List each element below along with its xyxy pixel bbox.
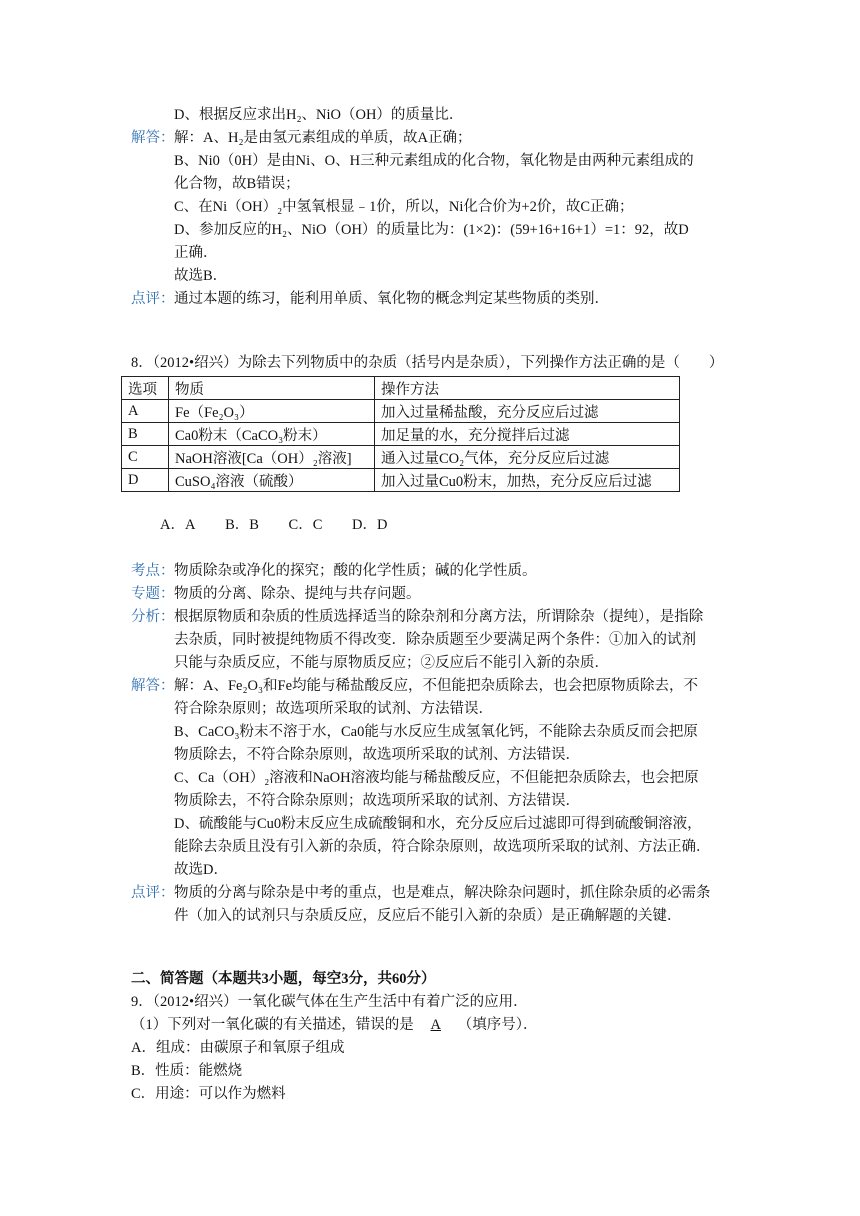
q7-comment-tag: 点评： bbox=[131, 291, 175, 307]
q9-sub1-suffix: （填序号）． bbox=[457, 1017, 538, 1033]
q8-stem: 8．（2012•绍兴）为除去下列物质中的杂质（括号内是杂质），下列操作方法正确的是（ ） bbox=[131, 355, 724, 371]
q8-answer-line: D、硫酸能与Cu0粉末反应生成硫酸铜和水，充分反应后过滤即可得到硫酸铜溶液， bbox=[174, 816, 702, 832]
q9-option-c: C．用途：可以作为燃料 bbox=[131, 1086, 286, 1102]
table-cell: A bbox=[122, 400, 169, 423]
q8-answer-line: B、CaCO₃粉末不溶于水，Ca0能与水反应生成氢氧化钙，不能除去杂质反而会把原 bbox=[174, 724, 698, 740]
q8-answer-tag: 解答： bbox=[131, 678, 175, 694]
table-cell: 加入过量稀盐酸，充分反应后过滤 bbox=[375, 400, 680, 423]
q7-answer-line: 正确． bbox=[174, 245, 218, 261]
q7-answer-line: 解：A、H₂是由氢元素组成的单质，故A正确； bbox=[174, 130, 472, 146]
choice-d: D．D bbox=[352, 517, 388, 533]
table-row bbox=[122, 423, 680, 446]
table-header-cell: 操作方法 bbox=[375, 377, 680, 400]
table-cell: C bbox=[122, 446, 169, 469]
table-cell: D bbox=[122, 469, 169, 492]
table-cell: Ca0粉末（CaCO₃粉末） bbox=[169, 423, 375, 446]
table-row bbox=[122, 469, 680, 492]
q7-option-d: D、根据反应求出H₂、NiO（OH）的质量比． bbox=[174, 107, 464, 123]
fenxi-line: 根据原物质和杂质的性质选择适当的除杂剂和分离方法，所谓除杂（提纯），是指除 bbox=[174, 609, 704, 625]
fenxi-tag: 分析： bbox=[131, 609, 175, 625]
q8-comment-line: 物质的分离与除杂是中考的重点，也是难点，解决除杂问题时，抓住除杂质的必需条 bbox=[174, 885, 711, 901]
q9-stem: 9．（2012•绍兴）一氧化碳气体在生产生活中有着广泛的应用． bbox=[131, 994, 528, 1010]
q8-answer-line: 解：A、Fe₂O₃和Fe均能与稀盐酸反应，不但能把杂质除去，也会把原物质除去，不 bbox=[174, 678, 699, 694]
q9-sub1-text: （1）下列对一氧化碳的有关描述，错误的是 bbox=[131, 1017, 414, 1033]
table-row bbox=[122, 446, 680, 469]
table-cell: B bbox=[122, 423, 169, 446]
q8-choices bbox=[160, 514, 413, 536]
fenxi-line: 只能与杂质反应，不能与原物质反应；②反应后不能引入新的杂质． bbox=[174, 655, 609, 671]
table-cell: 加入过量Cu0粉末，加热，充分反应后过滤 bbox=[375, 469, 680, 492]
zhuanti-tag: 专题： bbox=[131, 586, 175, 602]
table-cell: 通入过量CO₂气体，充分反应后过滤 bbox=[375, 446, 680, 469]
q9-option-b: B．性质：能燃烧 bbox=[131, 1063, 243, 1079]
q8-comment-line: 件（加入的试剂只与杂质反应，反应后不能引入新的杂质）是正确解题的关键． bbox=[174, 908, 682, 924]
choice-b: B．B bbox=[225, 517, 259, 533]
table-cell: 加足量的水，充分搅拌后过滤 bbox=[375, 423, 680, 446]
q8-answer-line: 故选D． bbox=[174, 862, 228, 878]
q8-answer-line: C、Ca（OH）₂溶液和NaOH溶液均能与稀盐酸反应，不但能把杂质除去，也会把原 bbox=[174, 770, 699, 786]
table-header-row bbox=[122, 377, 680, 400]
table-cell: NaOH溶液[Ca（OH）₂溶液] bbox=[169, 446, 375, 469]
table-cell: Fe（Fe₂O₃） bbox=[169, 400, 375, 423]
q7-answer-line: 故选B． bbox=[174, 268, 228, 284]
kaodian: 物质除杂或净化的探究；酸的化学性质；碱的化学性质。 bbox=[174, 563, 537, 579]
q8-comment-tag: 点评： bbox=[131, 885, 175, 901]
table-header-cell: 物质 bbox=[169, 377, 375, 400]
q9-sub1 bbox=[131, 1014, 538, 1036]
zhuanti: 物质的分离、除杂、提纯与共存问题。 bbox=[174, 586, 421, 602]
q7-answer-line: B、Ni0（0H）是由Ni、O、H三种元素组成的化合物，氧化物是由两种元素组成的 bbox=[174, 153, 694, 169]
q8-answer-line: 符合除杂原则；故选项所采取的试剂、方法错误． bbox=[174, 701, 493, 717]
table-cell: CuSO₄溶液（硫酸） bbox=[169, 469, 375, 492]
q9-option-a: A．组成：由碳原子和氧原子组成 bbox=[131, 1040, 345, 1056]
q7-answer-tag: 解答： bbox=[131, 130, 175, 146]
q7-answer-line: D、参加反应的H₂、NiO（OH）的质量比为：(1×2)：(59+16+16+1）=1：92，故D bbox=[174, 222, 689, 238]
q8-answer-line: 物质除去，不符合除杂原则；故选项所采取的试剂、方法错误． bbox=[174, 793, 580, 809]
q8-options-table bbox=[121, 376, 680, 492]
table-row bbox=[122, 400, 680, 423]
choice-c: C．C bbox=[288, 517, 323, 533]
kaodian-tag: 考点： bbox=[131, 563, 175, 579]
q8-answer-line: 能除去杂质且没有引入新的杂质，符合除杂原则，故选项所采取的试剂、方法正确． bbox=[174, 839, 711, 855]
choice-a: A．A bbox=[160, 517, 196, 533]
q8-answer-line: 物质除去，不符合除杂原则，故选项所采取的试剂、方法错误． bbox=[174, 747, 580, 763]
section-heading: 二、简答题（本题共3小题，每空3分，共60分） bbox=[131, 971, 436, 987]
table-header-cell: 选项 bbox=[122, 377, 169, 400]
fenxi-line: 去杂质，同时被提纯物质不得改变．除杂质题至少要满足两个条件：①加入的试剂 bbox=[174, 632, 696, 648]
q9-sub1-answer: A bbox=[430, 1017, 441, 1033]
q7-answer-line: C、在Ni（OH）₂中氢氧根显﹣1价，所以，Ni化合价为+2价，故C正确； bbox=[174, 199, 634, 215]
q7-answer-line: 化合物，故B错误； bbox=[174, 176, 300, 192]
q7-comment: 通过本题的练习，能利用单质、氧化物的概念判定某些物质的类别． bbox=[174, 291, 609, 307]
